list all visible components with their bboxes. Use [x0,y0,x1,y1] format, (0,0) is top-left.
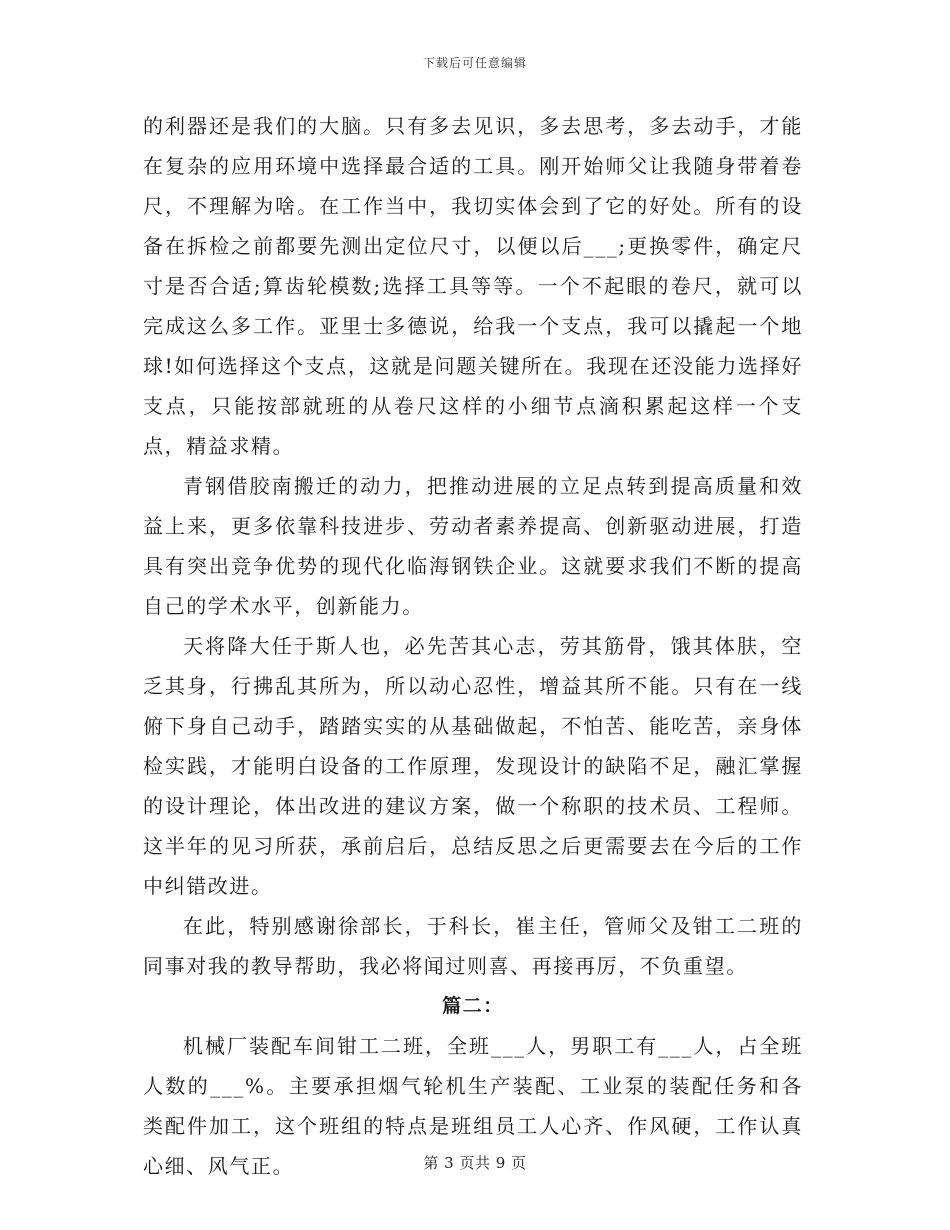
paragraph: 青钢借胶南搬迁的动力，把推动进展的立足点转到提高质量和效益上来，更多依靠科技进步、劳动者素养提高、创新驱动进展，打造具有突出竞争优势的现代化临海钢铁企业。这就要求我们不断的提高自己的学术水平，创新能力。 [143,474,803,618]
page-header: 下载后可任意编辑 [422,56,527,70]
document-body [143,106,803,1186]
page-footer: 第 3 页共 9 页 [423,1154,527,1172]
paragraph: 在此，特别感谢徐部长，于科长，崔主任，管师父及钳工二班的同事对我的教导帮助，我必将闻过则喜、再接再厉，不负重望。 [143,914,803,978]
paragraph: 天将降大任于斯人也，必先苦其心志，劳其筋骨，饿其体肤，空乏其身，行拂乱其所为，所以动心忍性，增益其所不能。只有在一线俯下身自己动手，踏踏实实的从基础做起，不怕苦、能吃苦，亲身体检实践，才能明白设备的工作原理，发现设计的缺陷不足，融汇掌握的设计理论，体出改进的建议方案，做一个称职的技术员、工程师。这半年的见习所获，承前启后，总结反思之后更需要去在今后的工作中纠错改进。 [143,634,803,898]
paragraph: 机械厂装配车间钳工二班，全班___人，男职工有___人，占全班人数的___%。主要承担烟气轮机生产装配、工业泵的装配任务和各类配件加工，这个班组的特点是班组员工人心齐、作风硬，工作认真心细、风气正。 [143,1034,803,1178]
paragraph-continued: 的利器还是我们的大脑。只有多去见识，多去思考，多去动手，才能在复杂的应用环境中选择最合适的工具。刚开始师父让我随身带着卷尺，不理解为啥。在工作当中，我切实体会到了它的好处。所有的设备在拆检之前都要先测出定位尺寸，以便以后___;更换零件，确定尺寸是否合适;算齿轮模数;选择工具等等。一个不起眼的卷尺，就可以完成这么多工作。亚里士多德说，给我一个支点，我可以撬起一个地球!如何选择这个支点，这就是问题关键所在。我现在还没能力选择好支点，只能按部就班的从卷尺这样的小细节点滴积累起这样一个支点，精益求精。 [143,114,803,458]
section-title: 篇二： [442,995,504,1017]
